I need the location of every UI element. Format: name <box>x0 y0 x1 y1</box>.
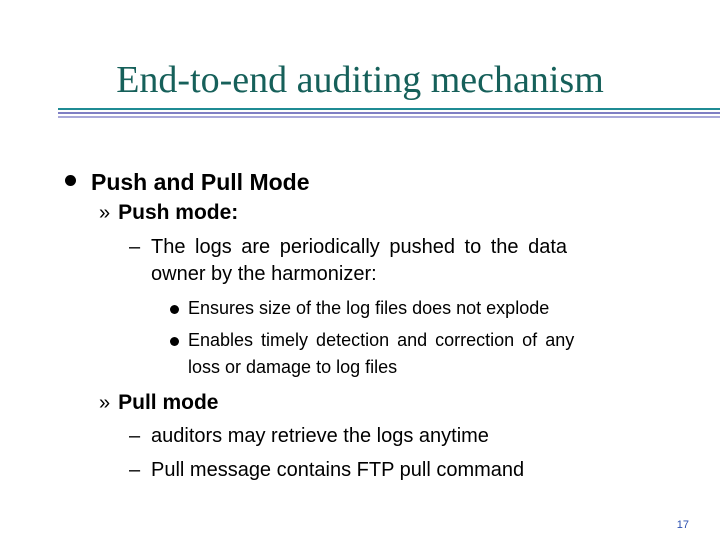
bullet-text: Push and Pull Mode <box>91 169 310 195</box>
dash-marker: – <box>129 425 141 447</box>
push-item-text: Enables timely detection and correction of any <box>188 330 575 350</box>
push-mode-label: Push mode: <box>118 201 239 224</box>
pull-item <box>129 459 524 482</box>
rule-line <box>58 116 720 118</box>
rule-line <box>58 108 720 110</box>
dash-marker: – <box>129 236 141 258</box>
push-description-line1 <box>129 236 567 259</box>
pull-mode-label: Pull mode <box>118 391 219 414</box>
chevron-marker-icon: » <box>99 392 111 414</box>
pull-item-text: auditors may retrieve the logs anytime <box>151 425 489 447</box>
push-item-continuation: loss or damage to log files <box>188 357 398 377</box>
bullet-dot-icon <box>65 175 76 186</box>
push-description-line2: owner by the harmonizer: <box>151 263 377 285</box>
bullet-dot-icon <box>170 305 179 314</box>
pull-mode-heading <box>99 391 218 415</box>
push-description-text: The logs are periodically pushed to the data <box>151 236 568 258</box>
pull-item <box>129 425 489 448</box>
page-number: 17 <box>676 519 689 531</box>
pull-item-text: Pull message contains FTP pull command <box>151 459 525 481</box>
slide-title: End-to-end auditing mechanism <box>116 59 604 101</box>
title-underline-rules <box>58 108 720 120</box>
chevron-marker-icon: » <box>99 202 111 224</box>
bullet-dot-icon <box>170 337 179 346</box>
push-mode-heading <box>99 201 238 225</box>
rule-line <box>58 112 720 114</box>
push-item-text: Ensures size of the log files does not explode <box>188 298 550 318</box>
dash-marker: – <box>129 459 141 481</box>
